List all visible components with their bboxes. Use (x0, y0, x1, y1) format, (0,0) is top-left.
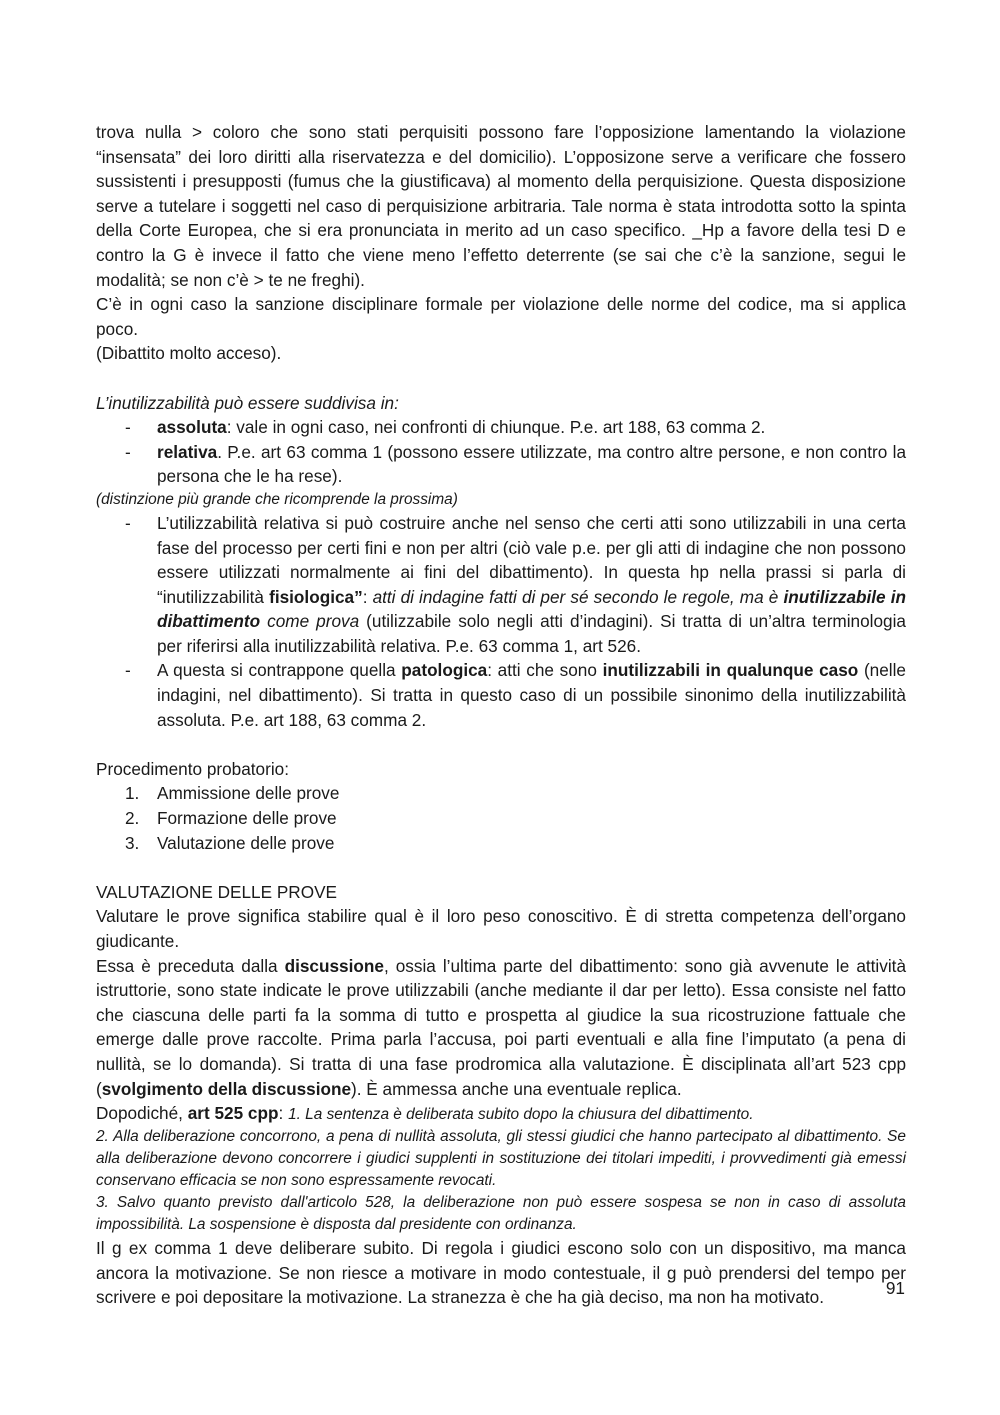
term-assoluta: assoluta (157, 417, 227, 438)
list-item (96, 831, 906, 856)
note-distinzione: (distinzione più grande che ricomprende la prossima) (96, 490, 458, 508)
paragraph-dibattito: (Dibattito molto acceso). (96, 343, 282, 364)
text-run: A questa si contrappone quella (157, 660, 402, 681)
bold-italic-run: inutilizzabile in dibattimento (157, 586, 906, 632)
list-number: 1. (125, 783, 140, 804)
italic-run: come prova (260, 611, 360, 632)
term-discussione: discussione (284, 955, 384, 976)
paragraph-valutare: Valutare le prove significa stabilire qual è il loro peso conoscitivo. È di stretta competenza dell’organo giudicante. (96, 906, 906, 951)
list-item-text: Ammissione delle prove (157, 783, 340, 804)
bold-run: inutilizzabili in qualunque caso (602, 660, 859, 681)
procedimento-list (96, 781, 906, 855)
definition-text: : vale in ogni caso, nei confronti di chiunque. P.e. art 188, 63 comma 2. (226, 417, 766, 438)
inutilizzabilita-heading: L’inutilizzabilità può essere suddivisa in: (96, 392, 399, 413)
paragraph-opposizione: trova nulla > coloro che sono stati perquisiti possono fare l’opposizione lamentando la violazione “insensata” dei loro diritti alla riservatezza e del domicilio). L’opposizone serve a verificare che fossero sussistenti i presupposti (fumus che la giustificava) al momento della perquisizione. Questa disposizione serve a tutelare i soggetti nel caso di perquisizione arbitraria. Tale norma è stata introdotta sotto la spinta della Corte Europea, che si era pronunciata in merito ad un caso specifico. _Hp a favore della tesi D e contro la G è invece il fatto che viene meno l’effetto deterrente (se sai che c’è la sanzione, segui le modalità; se non c’è > te ne freghi). (96, 122, 906, 290)
section-heading-valutazione: VALUTAZIONE DELLE PROVE (96, 881, 338, 902)
list-item (96, 781, 906, 806)
list-dash: - (125, 660, 131, 681)
text-run: : (278, 1103, 289, 1124)
text-run: : (362, 586, 373, 607)
term-fisiologica: fisiologica” (269, 586, 363, 607)
text-run: (utilizzabile solo negli atti d’indagini). Si tratta di un’altra terminologia per riferirsi alla inutilizzabilità relativa. P.e. 63 comma 1, art 526. (157, 611, 906, 656)
list-item-relativa (96, 440, 906, 489)
text-run: Dopodiché, (96, 1103, 188, 1124)
text-run: , ossia l’ultima parte del dibattimento: sono già avvenute le attività istruttorie, sono state indicate le prove utilizzabili (anche mediante il dar per letto). Essa consiste nel fatto che ciascuna delle parti fa la somma di tutto e prospetta al giudice la sua ricostruzione fattuale che emerge dalle prove raccolte. Prima parla l’accusa, poi parti eventuali e alla fine l’imputato (a pena di nullità, se lo domanda). Si tratta di una fase prodromica alla valutazione. È disciplinata all’art 523 cpp ( (96, 955, 906, 1099)
text-run: ). È ammessa anche una eventuale replica. (351, 1078, 682, 1099)
article-comma-1: 1. La sentenza è deliberata subito dopo la chiusura del dibattimento. (288, 1106, 754, 1124)
list-item-text: Formazione delle prove (157, 808, 337, 829)
list-item-text: Valutazione delle prove (157, 832, 335, 853)
list-item-patologica (96, 658, 906, 732)
text-run: L’utilizzabilità relativa si può costruire anche nel senso che certi atti sono utilizzabili in una certa fase del processo per certi fini e non per altri (ciò vale p.e. per gli atti di indagine che non possono essere utilizzati normalmente ai fini del dibattimento). In questa hp nella prassi si parla di “inutilizzabilità (157, 512, 906, 607)
document-body (96, 120, 906, 1310)
italic-run: atti di indagine fatti di per sé secondo le regole, ma è (372, 586, 784, 607)
definition-text: . P.e. art 63 comma 1 (possono essere utilizzate, ma contro altre persone, e non contro la persona che le ha rese). (157, 441, 906, 487)
list-dash: - (125, 441, 131, 462)
utilizzabilita-list (96, 511, 906, 732)
paragraph-discussione (96, 954, 906, 1102)
list-item-assoluta (96, 415, 906, 440)
list-item (96, 806, 906, 831)
list-dash: - (125, 512, 131, 533)
paragraph-art-525 (96, 1101, 906, 1126)
paragraph-sanzione-disciplinare: C’è in ogni caso la sanzione disciplinare formale per violazione delle norme del codice, ma si applica poco. (96, 294, 906, 339)
term-relativa: relativa (157, 441, 218, 462)
list-number: 2. (125, 808, 140, 829)
term-svolgimento: svolgimento della discussione (101, 1078, 352, 1099)
article-comma-3: 3. Salvo quanto previsto dall'articolo 528, la deliberazione non può essere sospesa se non in caso di assoluta impossibilità. La sospensione è disposta dal presidente con ordinanza. (96, 1194, 906, 1234)
term-patologica: patologica (401, 660, 488, 681)
list-number: 3. (125, 832, 140, 853)
list-item-fisiologica (96, 511, 906, 659)
page-number: 91 (885, 1278, 905, 1298)
text-run: Essa è preceduta dalla (96, 955, 285, 976)
list-dash: - (125, 417, 131, 438)
text-run: (nelle indagini, nel dibattimento). Si tratta in questo caso di un possibile sinonimo della inutilizzabilità assoluta. P.e. art 188, 63 comma 2. (157, 660, 906, 730)
article-reference: art 525 cpp (187, 1103, 279, 1124)
inutilizzabilita-list (96, 415, 906, 489)
text-run: : atti che sono (487, 660, 603, 681)
paragraph-deliberazione: Il g ex comma 1 deve deliberare subito. Di regola i giudici escono solo con un dispositivo, ma manca ancora la motivazione. Se non riesce a motivare in modo contestuale, il g può prendersi del tempo per scrivere e poi depositare la motivazione. La stranezza è che ha già deciso, ma non ha motivato. (96, 1238, 906, 1308)
procedimento-heading: Procedimento probatorio: (96, 758, 289, 779)
article-comma-2: 2. Alla deliberazione concorrono, a pena di nullità assoluta, gli stessi giudici che hanno partecipato al dibattimento. Se alla deliberazione devono concorrere i giudici supplenti in sostituzione dei titolari impediti, i provvedimenti già emessi conservano efficacia se non sono espressamente revocati. (96, 1128, 906, 1190)
